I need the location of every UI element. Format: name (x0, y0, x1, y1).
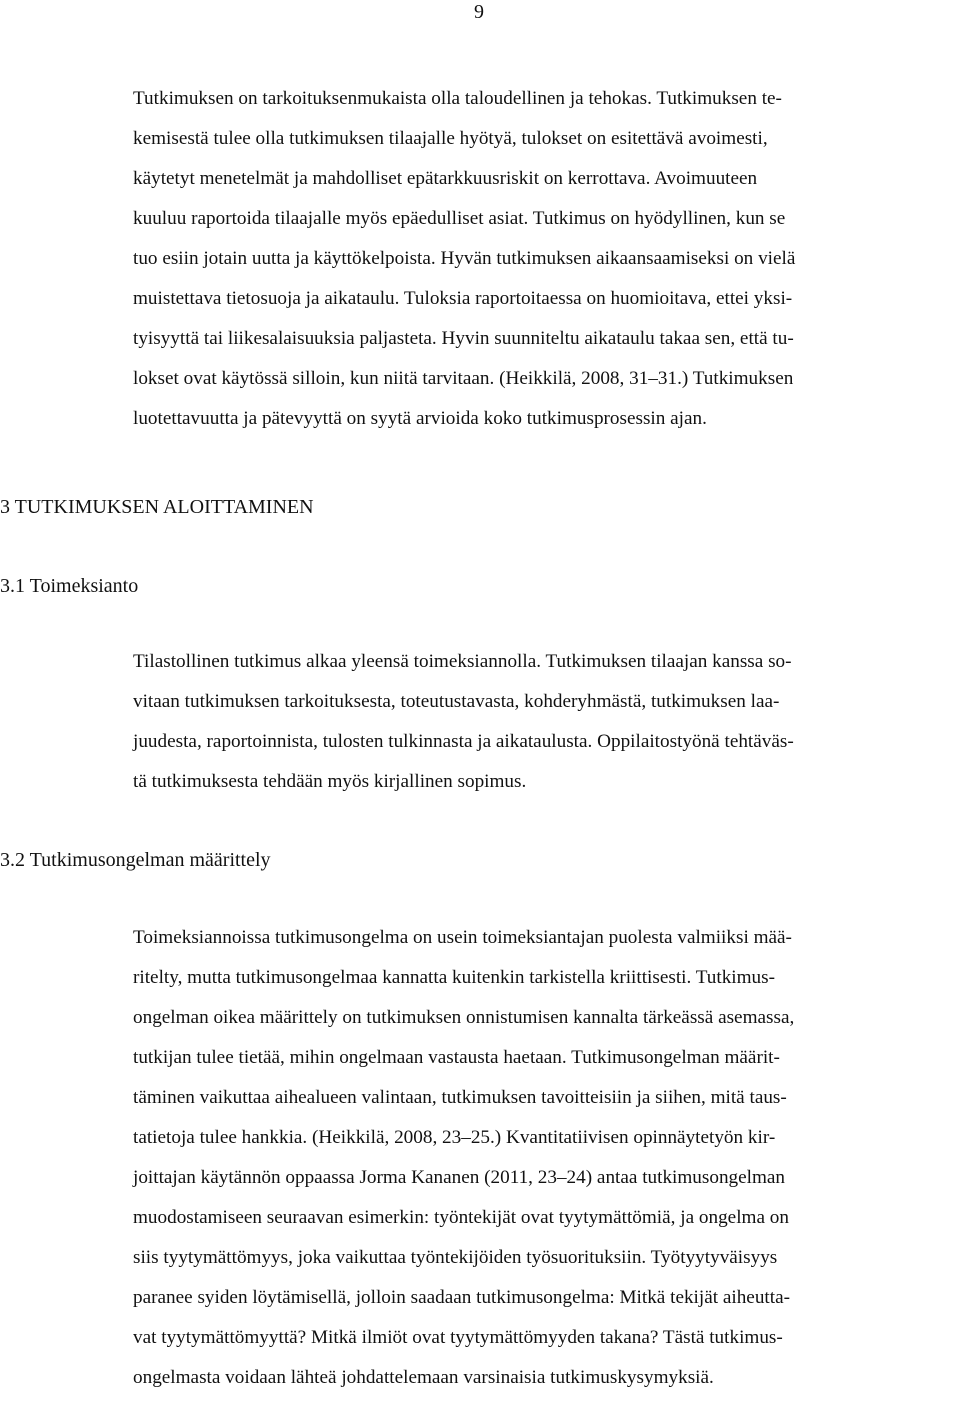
text-line: joittajan käytännön oppaassa Jorma Kananen (2011, 23–24) antaa tutkimusongelman (133, 1167, 786, 1188)
text-line: vat tyytymättömyyttä? Mitkä ilmiöt ovat tyytymättömyyden takana? Tästä tutkimus- (133, 1327, 783, 1348)
chapter-heading: 3 TUTKIMUKSEN ALOITTAMINEN (0, 496, 314, 518)
text-line: kuuluu raportoida tilaajalle myös epäedulliset asiat. Tutkimus on hyödyllinen, kun se (133, 208, 786, 229)
page-number: 9 (474, 1, 484, 23)
text-line: ongelmasta voidaan lähteä johdattelemaan varsinaisia tutkimuskysymyksiä. (133, 1367, 714, 1388)
text-line: lokset ovat käytössä silloin, kun niitä tarvitaan. (Heikkilä, 2008, 31–31.) Tutkimuksen (133, 368, 794, 389)
text-line: käytetyt menetelmät ja mahdolliset epätarkkuusriskit on kerrottava. Avoimuuteen (133, 168, 758, 189)
text-line: tutkijan tulee tietää, mihin ongelmaan vastausta haetaan. Tutkimusongelman määrit- (133, 1047, 780, 1068)
text-line: Tilastollinen tutkimus alkaa yleensä toimeksiannolla. Tutkimuksen tilaajan kanssa so- (133, 651, 792, 672)
text-line: Tutkimuksen on tarkoituksenmukaista olla taloudellinen ja tehokas. Tutkimuksen te- (133, 88, 782, 109)
text-line: luotettavuutta ja pätevyyttä on syytä arvioida koko tutkimusprosessin ajan. (133, 408, 707, 429)
text-line: tuo esiin jotain uutta ja käyttökelpoista. Hyvän tutkimuksen aikaansaamiseksi on vielä (133, 248, 796, 269)
text-line: muistettava tietosuoja ja aikataulu. Tuloksia raportoitaessa on huomioitava, ettei yksi- (133, 288, 793, 309)
text-line: tatietoja tulee hankkia. (Heikkilä, 2008, 23–25.) Kvantitatiivisen opinnäytetyön kir- (133, 1127, 776, 1148)
text-line: kemisestä tulee olla tutkimuksen tilaajalle hyötyä, tulokset on esitettävä avoimesti, (133, 128, 768, 149)
text-line: muodostamiseen seuraavan esimerkin: työntekijät ovat tyytymättömiä, ja ongelma on (133, 1207, 789, 1228)
text-line: Toimeksiannoissa tutkimusongelma on usein toimeksiantajan puolesta valmiiksi mää- (133, 927, 792, 948)
text-line: täminen vaikuttaa aihealueen valintaan, tutkimuksen tavoitteisiin ja siihen, mitä taus- (133, 1087, 787, 1108)
text-line: vitaan tutkimuksen tarkoituksesta, toteutustavasta, kohderyhmästä, tutkimuksen laa- (133, 691, 780, 712)
text-line: juudesta, raportoinnista, tulosten tulkinnasta ja aikataulusta. Oppilaitostyönä tehtäväs- (133, 731, 794, 752)
text-line: tä tutkimuksesta tehdään myös kirjallinen sopimus. (133, 771, 527, 792)
text-line: ongelman oikea määrittely on tutkimuksen onnistumisen kannalta tärkeässä asemassa, (133, 1007, 795, 1028)
section-heading-tutkimusongelma: 3.2 Tutkimusongelman määrittely (0, 849, 271, 871)
text-line: siis tyytymättömyys, joka vaikuttaa työntekijöiden työsuorituksiin. Työtyytyväisyys (133, 1247, 778, 1268)
text-line: ritelty, mutta tutkimusongelmaa kannatta kuitenkin tarkistella kriittisesti. Tutkimus- (133, 967, 775, 988)
section-heading-toimeksianto: 3.1 Toimeksianto (0, 575, 139, 597)
text-line: tyisyyttä tai liikesalaisuuksia paljasteta. Hyvin suunniteltu aikataulu takaa sen, että tu- (133, 328, 794, 349)
text-line: paranee syiden löytämisellä, jolloin saadaan tutkimusongelma: Mitkä tekijät aiheutta- (133, 1287, 790, 1308)
